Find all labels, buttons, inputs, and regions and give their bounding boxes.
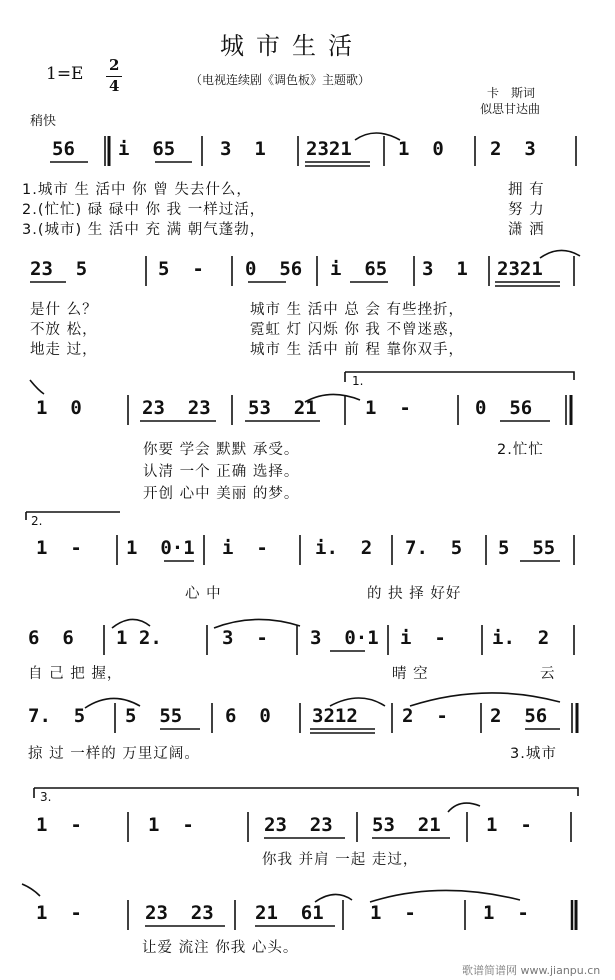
lyric-line: 潇 洒 bbox=[508, 222, 545, 238]
measure: i - bbox=[222, 537, 268, 559]
lyric-line: 掠 过 一样的 万里辽阔。 bbox=[28, 746, 200, 762]
measure: 56 bbox=[52, 138, 75, 160]
lyric-line: 自 己 把 握， bbox=[28, 666, 123, 682]
lyric-line: 2.(忙忙) 碌 碌中 你 我 一样过活， bbox=[22, 202, 266, 218]
lyric-line: 城市 生 活中 总 会 有些挫折， bbox=[250, 302, 465, 318]
lyric-line: 晴 空 bbox=[392, 666, 429, 682]
measure: 23 23 bbox=[142, 397, 211, 419]
lyric-line: 2.忙忙 bbox=[497, 442, 544, 458]
measure: 21 61 bbox=[255, 902, 324, 924]
slur bbox=[30, 380, 44, 394]
measure: 0 56 bbox=[475, 397, 533, 419]
measure: 3 1 bbox=[220, 138, 266, 160]
volta-bracket bbox=[34, 788, 578, 798]
measure: 6 6 bbox=[28, 627, 74, 649]
measure: 53 21 bbox=[372, 814, 441, 836]
measure: 2 56 bbox=[490, 705, 548, 727]
measure: 1 - bbox=[36, 902, 82, 924]
measure: 1 0 bbox=[398, 138, 444, 160]
lyric-line: 不放 松， bbox=[30, 322, 98, 338]
lyric-line: 3.城市 bbox=[510, 746, 557, 762]
measure: 1 - bbox=[36, 537, 82, 559]
lyric-line: 努 力 bbox=[508, 202, 545, 218]
measure: i. 2 bbox=[492, 627, 550, 649]
measure: 7. 5 bbox=[28, 705, 86, 727]
measure: i 65 bbox=[330, 258, 388, 280]
measure: 1 - bbox=[483, 902, 529, 924]
measure: 1 - bbox=[370, 902, 416, 924]
lyric-line: 你要 学会 默默 承受。 bbox=[143, 442, 300, 458]
measure: 2321 bbox=[497, 258, 543, 280]
measure: i 65 bbox=[118, 138, 176, 160]
lyric-line: 3.(城市) 生 活中 充 满 朝气蓬勃， bbox=[22, 222, 266, 238]
measure: 2 3 bbox=[490, 138, 536, 160]
measure: i. 2 bbox=[315, 537, 373, 559]
measure: 5 - bbox=[158, 258, 204, 280]
volta-label: 2. bbox=[31, 514, 43, 528]
watermark: 歌谱简谱网 www.jianpu.cn bbox=[462, 964, 601, 977]
volta-label: 3. bbox=[40, 790, 52, 804]
tempo-marking: 稍快 bbox=[30, 114, 57, 129]
measure: 1 - bbox=[365, 397, 411, 419]
lyric-line: 认清 一个 正确 选择。 bbox=[143, 464, 300, 480]
key-signature: 1=E bbox=[46, 64, 84, 84]
lyric-line: 的 抉 择 好好 bbox=[367, 586, 462, 602]
volta-label: 1. bbox=[352, 374, 364, 388]
measure: 23 5 bbox=[30, 258, 88, 280]
measure: 5 55 bbox=[125, 705, 183, 727]
composer-credit: 似思甘达曲 bbox=[480, 102, 541, 116]
measure: 1 2. bbox=[116, 627, 162, 649]
slur bbox=[448, 803, 480, 812]
measure: 23 23 bbox=[145, 902, 214, 924]
measure: 7. 5 bbox=[405, 537, 463, 559]
measure: 2321 bbox=[306, 138, 352, 160]
measure: 2 - bbox=[402, 705, 448, 727]
slur bbox=[370, 890, 520, 902]
measure: 23 23 bbox=[264, 814, 333, 836]
measure: 1 0 bbox=[36, 397, 82, 419]
measure: 3 - bbox=[222, 627, 268, 649]
time-numerator: 2 bbox=[109, 56, 120, 74]
slur bbox=[355, 133, 400, 140]
volta-bracket bbox=[345, 372, 574, 382]
measure: 0 56 bbox=[245, 258, 303, 280]
lyric-line: 1.城市 生 活中 你 曾 失去什么， bbox=[22, 182, 252, 198]
lyric-line: 地走 过， bbox=[30, 342, 98, 358]
time-denominator: 4 bbox=[109, 77, 120, 95]
lyric-line: 心 中 bbox=[185, 586, 222, 602]
measure: 1 - bbox=[486, 814, 532, 836]
measure: 5 55 bbox=[498, 537, 556, 559]
measure: 3 1 bbox=[422, 258, 468, 280]
subtitle: （电视连续剧《调色板》主题歌） bbox=[190, 73, 371, 87]
lyric-line: 让爱 流注 你我 心头。 bbox=[142, 940, 299, 956]
measure: 3 0·1 bbox=[310, 627, 379, 649]
slur bbox=[22, 884, 40, 896]
lyric-line: 拥 有 bbox=[508, 182, 545, 198]
measure: 1 0·1 bbox=[126, 537, 195, 559]
lyric-line: 霓虹 灯 闪烁 你 我 不曾迷惑， bbox=[250, 322, 465, 338]
measure: 53 21 bbox=[248, 397, 317, 419]
lyric-line: 云 bbox=[540, 666, 556, 682]
lyric-line: 城市 生 活中 前 程 靠你双手， bbox=[250, 342, 465, 358]
lyric-line: 是什 么？ bbox=[30, 302, 98, 318]
song-title: 城市生活 bbox=[220, 32, 364, 60]
measure: 6 0 bbox=[225, 705, 271, 727]
lyric-line: 你我 并肩 一起 走过， bbox=[262, 852, 419, 868]
measure: i - bbox=[400, 627, 446, 649]
measure: 1 - bbox=[148, 814, 194, 836]
slur bbox=[315, 894, 352, 902]
measure: 1 - bbox=[36, 814, 82, 836]
lyric-line: 开创 心中 美丽 的梦。 bbox=[143, 486, 300, 502]
measure: 3212 bbox=[312, 705, 358, 727]
lyricist-credit: 卡 斯词 bbox=[487, 86, 536, 100]
